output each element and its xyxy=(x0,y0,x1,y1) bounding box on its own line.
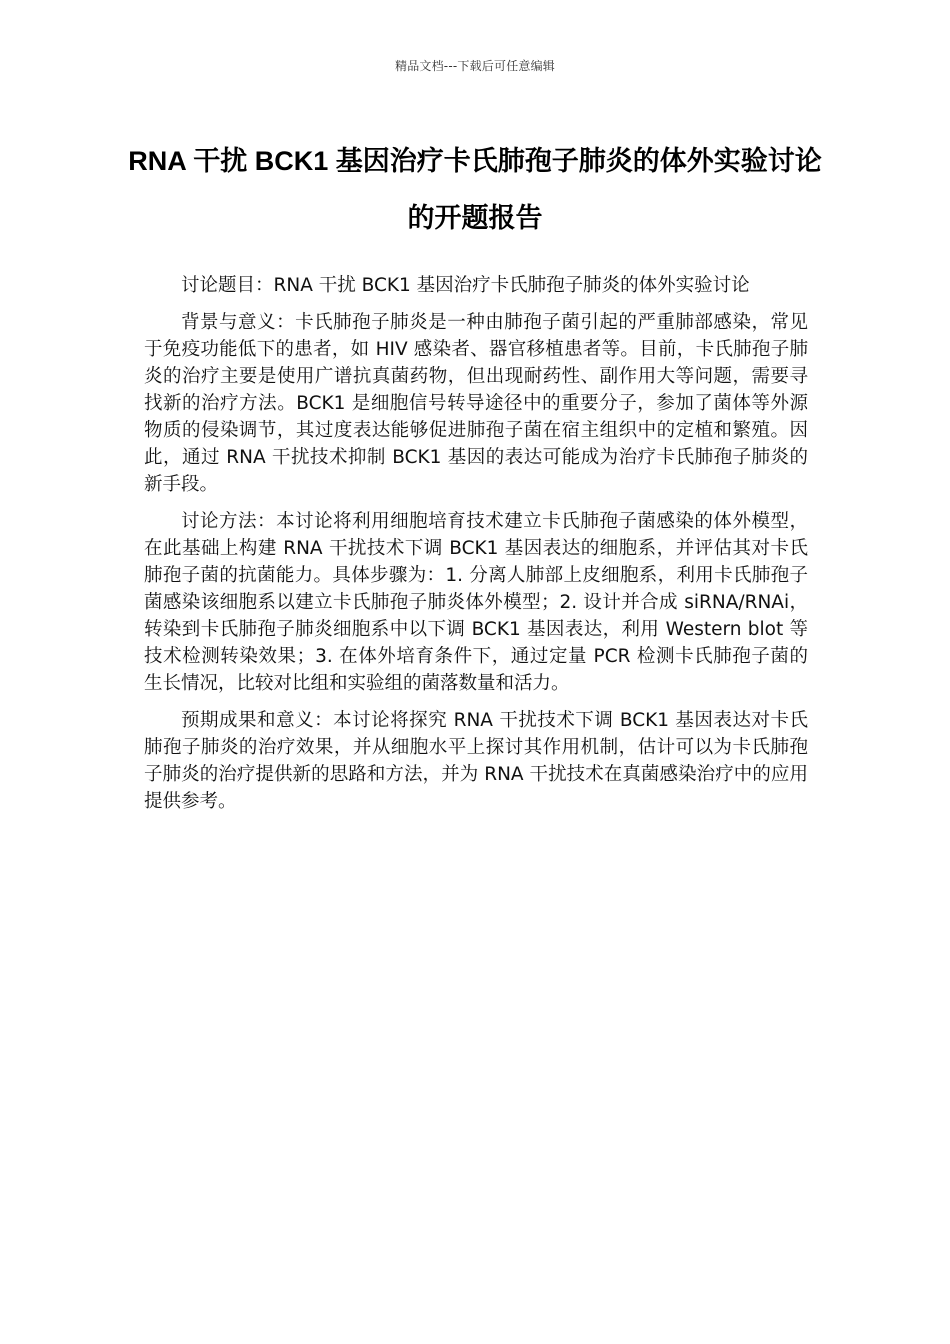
document-body xyxy=(144,272,808,825)
paragraph-methods: 讨论方法：本讨论将利用细胞培育技术建立卡氏肺孢子菌感染的体外模型，在此基础上构建 RNA 干扰技术下调 BCK1 基因表达的细胞系，并评估其对卡氏肺孢子菌的抗菌能力。具体步骤为：1. 分离人肺部上皮细胞系，利用卡氏肺孢子菌感染该细胞系以建立卡氏肺孢子肺炎体外模型；2. 设计并合成 siRNA/RNAi，转染到卡氏肺孢子肺炎细胞系中以下调 BCK1 基因表达，利用 Western blot 等技术检测转染效果；3. 在体外培育条件下，通过定量 PCR 检测卡氏肺孢子菌的生长情况，比较对比组和实验组的菌落数量和活力。 xyxy=(144,511,808,694)
paragraph-background: 背景与意义：卡氏肺孢子肺炎是一种由肺孢子菌引起的严重肺部感染，常见于免疫功能低下的患者，如 HIV 感染者、器官移植患者等。目前，卡氏肺孢子肺炎的治疗主要是使用广谱抗真菌药物，但出现耐药性、副作用大等问题，需要寻找新的治疗方法。BCK1 是细胞信号转导途径中的重要分子，参加了菌体等外源物质的侵染调节，其过度表达能够促进肺孢子菌在宿主组织中的定植和繁殖。因此，通过 RNA 干扰技术抑制 BCK1 基因的表达可能成为治疗卡氏肺孢子肺炎的新手段。 xyxy=(144,312,808,495)
paragraph-expected-results: 预期成果和意义：本讨论将探究 RNA 干扰技术下调 BCK1 基因表达对卡氏肺孢子肺炎的治疗效果，并从细胞水平上探讨其作用机制，估计可以为卡氏肺孢子肺炎的治疗提供新的思路和方法，并为 RNA 干扰技术在真菌感染治疗中的应用提供参考。 xyxy=(144,710,808,812)
header-note: 精品文档---下载后可任意编辑 xyxy=(395,59,555,73)
paragraph-topic: 讨论题目：RNA 干扰 BCK1 基因治疗卡氏肺孢子肺炎的体外实验讨论 xyxy=(181,275,750,296)
document-title: RNA 干扰 BCK1 基因治疗卡氏肺孢子肺炎的体外实验讨论的开题报告 xyxy=(128,146,822,233)
